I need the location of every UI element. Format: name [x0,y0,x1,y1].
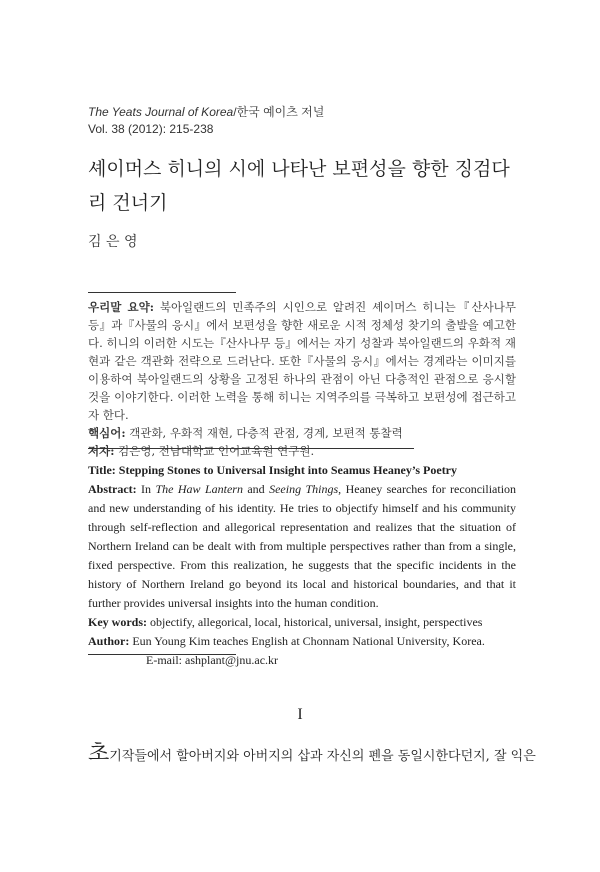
journal-header [88,104,324,138]
korean-abstract-label: 우리말 요약: [88,300,154,314]
korean-author-info [88,442,516,460]
body-text [88,742,536,769]
english-abstract [88,461,516,670]
korean-keywords-label: 핵심어: [88,426,126,440]
english-abstract-and: and [242,482,270,496]
english-author-label: Author: [88,634,130,648]
english-abstract-body [88,480,516,613]
work-title-haw-lantern: The Haw Lantern [155,482,243,496]
korean-keywords-text: 객관화, 우화적 재현, 다층적 관점, 경계, 보편적 통찰력 [125,426,403,440]
body-first-line: 기작들에서 할아버지와 아버지의 삽과 자신의 펜을 동일시한다던지, 잘 익은 [109,749,536,764]
divider-bottom [88,654,236,655]
korean-author-label: 저자: [88,444,115,458]
english-author-text: Eun Young Kim teaches English at Chonnam National University, Korea. [129,634,485,648]
english-abstract-label: Abstract: [88,482,137,496]
divider-middle [88,448,414,449]
journal-name-en: The Yeats Journal of Korea [88,105,234,119]
korean-abstract [88,298,516,460]
english-title-text: Title: Stepping Stones to Universal Insight into Seamus Heaney’s Poetry [88,463,458,477]
author-email: E-mail: ashplant@jnu.ac.kr [146,653,279,667]
article-author: 김 은 영 [88,234,138,250]
english-author-info [88,632,516,651]
english-abstract-text: , Heaney searches for reconciliation and new understanding of his identity. He tries to objectify himself and his community through self-reflection and allegorical representation and realizes that the situation of Northern Ireland can be dealt with from multiple perspectives rather than from a single, fixed perspective. From this realization, he suggests that the specific incidents in the history of Northern Ireland go beyond its local and historical boundaries, and that it further provides universal insights into the human condition. [88,482,517,610]
body-dropcap: 초 [88,741,110,766]
korean-author-text: 김은영, 전남대학교 언어교육원 연구원. [114,444,315,458]
english-keywords [88,613,516,632]
article-title: 셰이머스 히니의 시에 나타난 보편성을 향한 징검다리 건너기 [88,158,510,214]
journal-name [88,104,324,121]
work-title-seeing-things: Seeing Things [269,482,339,496]
korean-abstract-body [88,298,516,424]
english-keywords-text: objectify, allegorical, local, historical, universal, insight, perspectives [147,615,483,629]
english-abstract-pre: In [136,482,156,496]
journal-volume: Vol. 38 (2012): 215-238 [88,122,214,136]
korean-keywords [88,424,516,442]
korean-abstract-text: 북아일랜드의 민족주의 시인으로 알려진 셰이머스 히니는『산사나무 등』과『사물의 응시』에서 보편성을 향한 새로운 시적 정체성 찾기의 출발을 예고한다. 히니의 이러한 시도는『산사나무 등』에서는 자기 성찰과 북아일랜드의 우화적 재현과 같은 객관화 전략으로 드러난다. 또한『사물의 응시』에서는 경계라는 이미지를 이용하여 북아일랜드의 상황을 고정된 하나의 관점이 아닌 다층적인 관점으로 응시할 것을 이야기한다. 이러한 노력을 통해 히니는 지역주의를 극복하고 보편성에 접근하고자 한다. [88,300,516,422]
english-title [88,461,516,480]
divider-top [88,292,236,293]
journal-name-ko: /한국 예이츠 저널 [233,105,325,119]
english-keywords-label: Key words: [88,615,147,629]
section-number: I [297,706,303,723]
